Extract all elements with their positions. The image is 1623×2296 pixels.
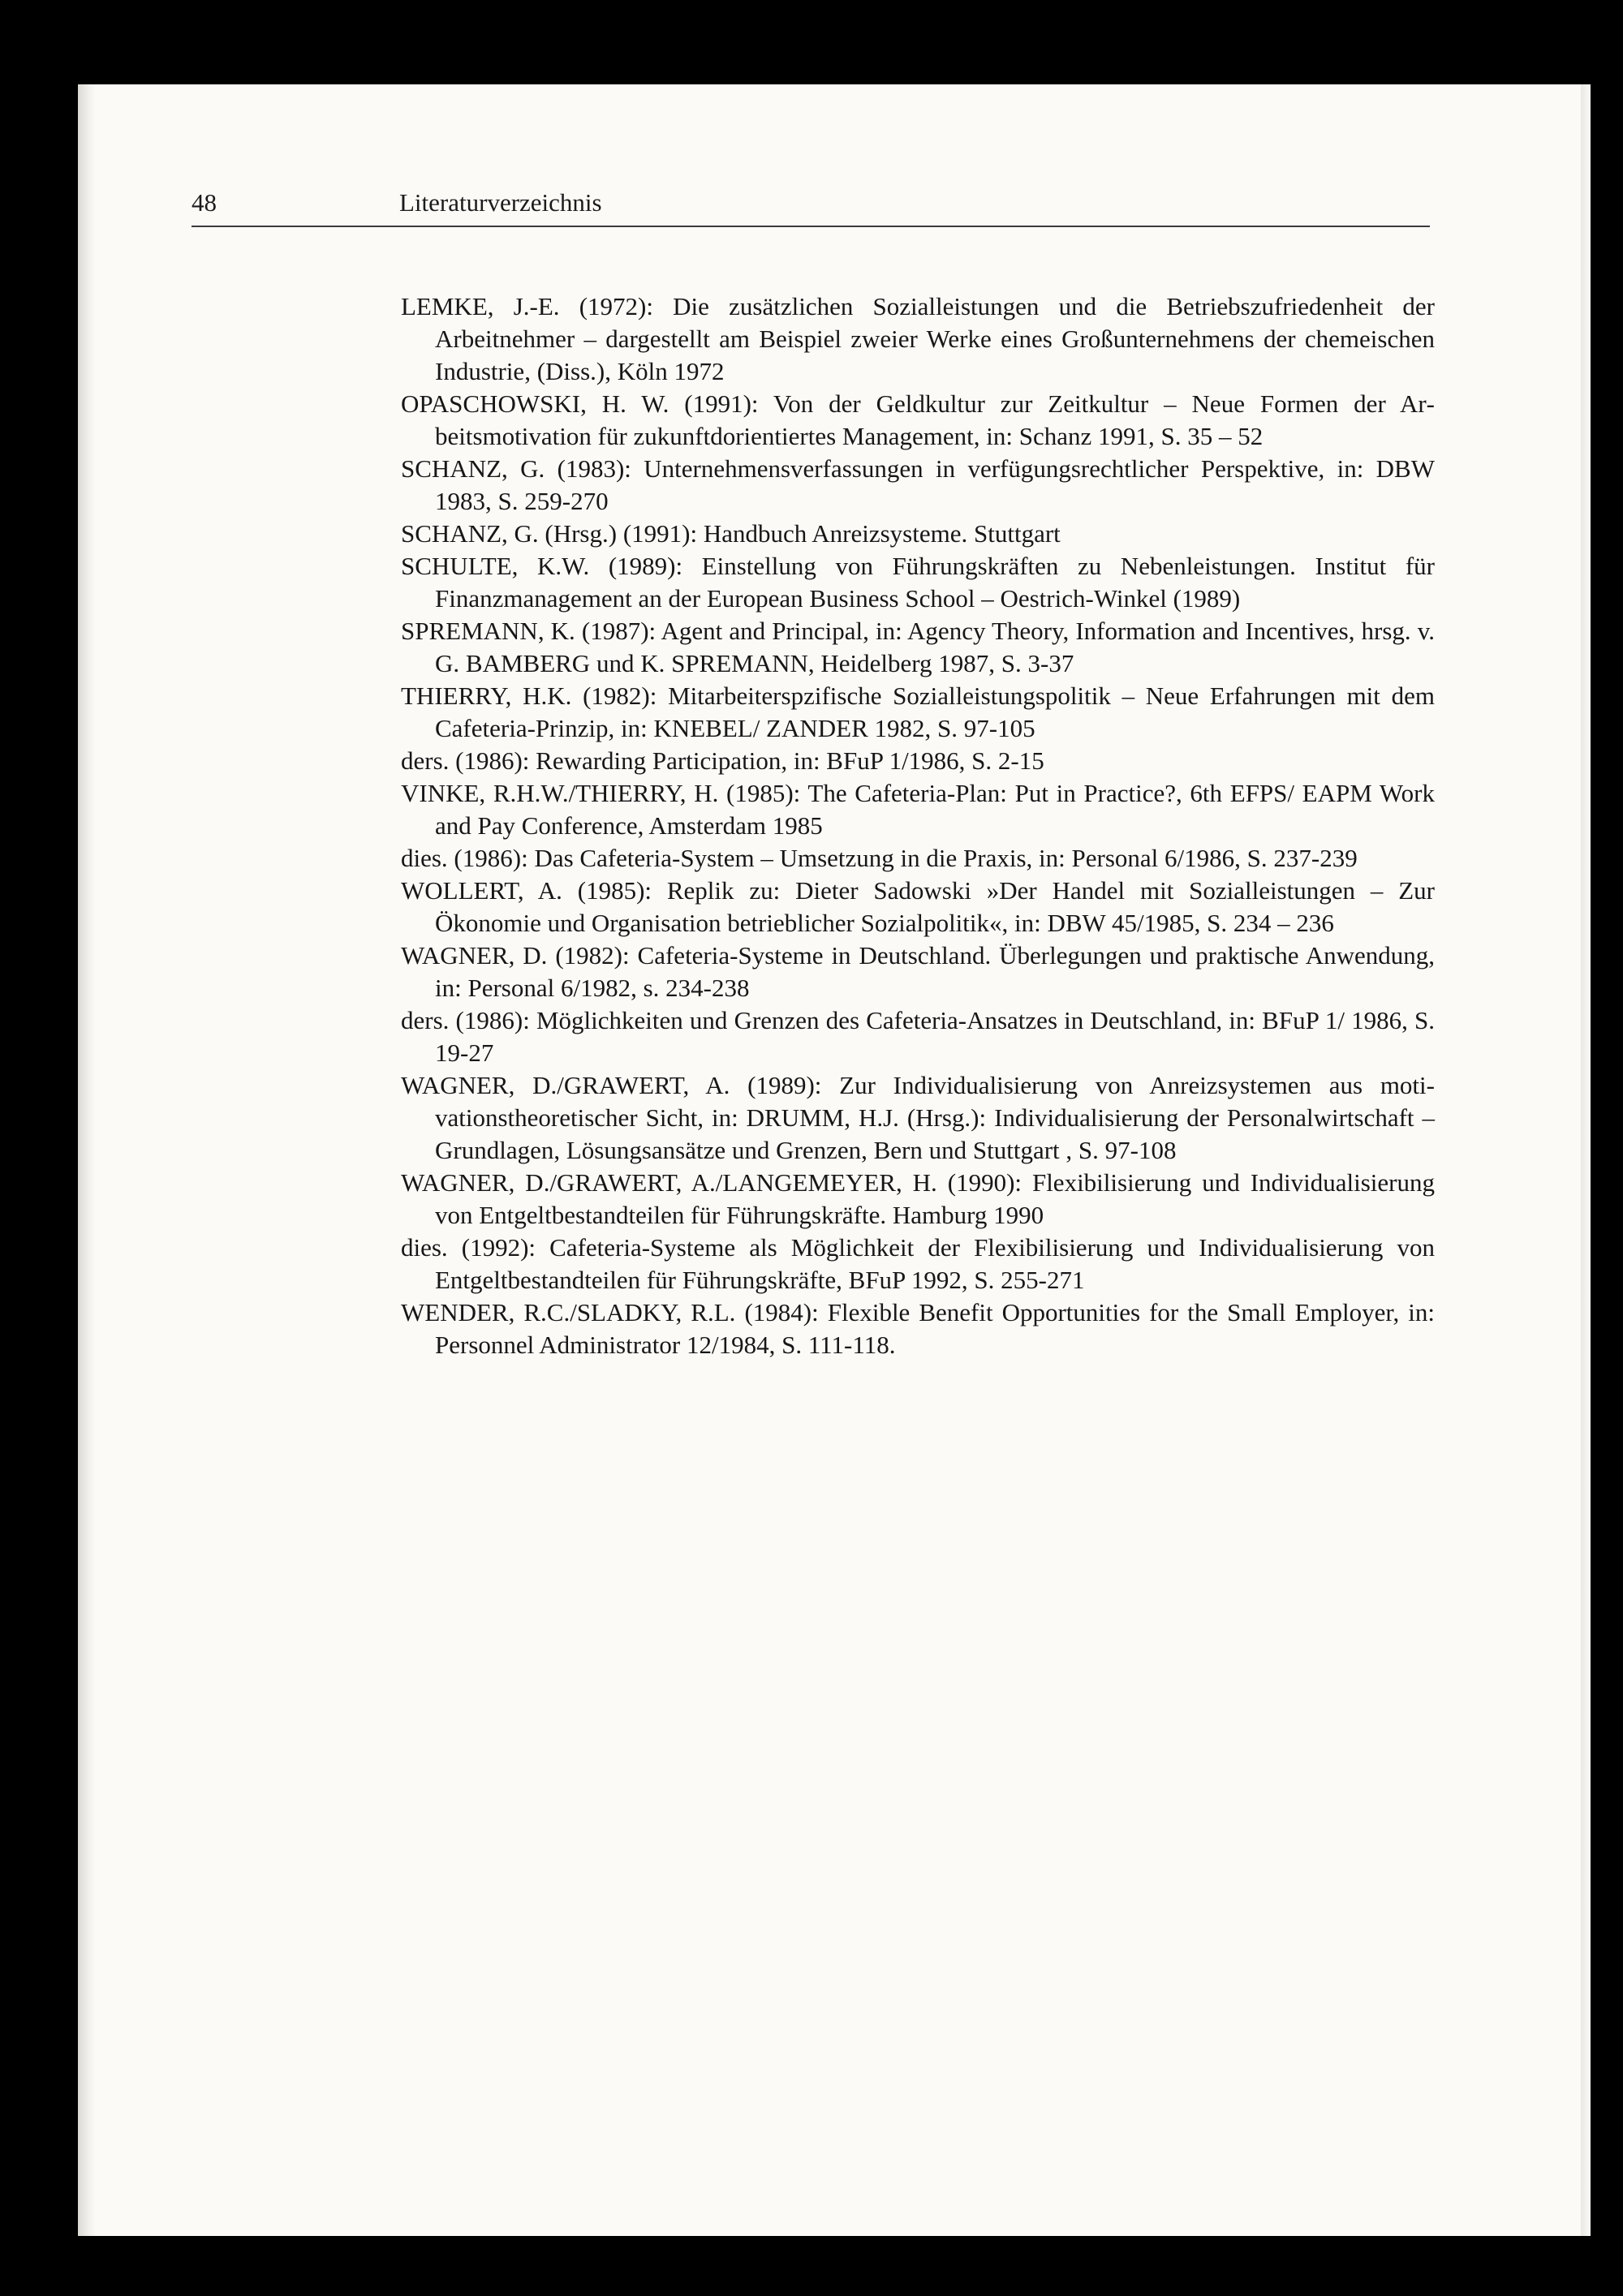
reference-entry: WENDER, R.C./SLADKY, R.L. (1984): Flexible Benefit Opportunities for the Small Employer, in: Personnel Administrator 12/1984, S. 111-118. (401, 1298, 1435, 1359)
reference-entry: SPREMANN, K. (1987): Agent and Principal, in: Agency Theory, Information and Incentives, hrsg. v. G. BAMBERG und K. SPREMANN, Heidelberg 1987, S. 3-37 (401, 617, 1435, 677)
reference-entry: ders. (1986): Rewarding Participation, in: BFuP 1/1986, S. 2-15 (401, 746, 1044, 775)
bibliography-list (401, 290, 1435, 1361)
reference-entry: dies. (1992): Cafeteria-Systeme als Möglichkeit der Flexibilisierung und Individualisierung von Entgeltbestandteilen für Führungskräfte, BFuP 1992, S. 255-271 (401, 1233, 1435, 1294)
reference-entry: SCHANZ, G. (1983): Unternehmensverfassungen in verfügungsrechtlicher Perspektive, in: DBW 1983, S. 259-270 (401, 454, 1435, 515)
reference-entry: WAGNER, D./GRAWERT, A./LANGEMEYER, H. (1990): Flexibilisierung und Individualisierung von Entgeltbestandteilen für Führungskräfte. Hamburg 1990 (401, 1168, 1435, 1229)
page-number: 48 (192, 188, 217, 217)
running-title: Literaturverzeichnis (399, 188, 602, 217)
reference-entry: OPASCHOWSKI, H. W. (1991): Von der Geldkultur zur Zeitkultur – Neue Formen der Arbeitsmotivation für zukunftdorientiertes Management, in: Schanz 1991, S. 35 – 52 (401, 389, 1435, 450)
reference-entry: SCHANZ, G. (Hrsg.) (1991): Handbuch Anreizsysteme. Stuttgart (401, 519, 1061, 548)
header-rule (192, 226, 1430, 227)
reference-entry: ders. (1986): Möglichkeiten und Grenzen des Cafeteria-Ansatzes in Deutschland, in: BFuP 1/ 1986, S. 19-27 (401, 1006, 1435, 1067)
reference-entry: dies. (1986): Das Cafeteria-System – Umsetzung in die Praxis, in: Personal 6/1986, S. 237-239 (401, 844, 1358, 872)
running-header (192, 183, 1430, 227)
reference-entry: WAGNER, D. (1982): Cafeteria-Systeme in Deutschland. Überlegungen und praktische Anwendung, in: Personal 6/1982, s. 234-238 (401, 941, 1435, 1002)
page-binding-shadow (78, 84, 96, 2236)
page-edge (1581, 84, 1591, 2236)
reference-entry: THIERRY, H.K. (1982): Mitarbeiterspzifische Sozialleistungspolitik – Neue Erfahrungen mit dem Cafeteria-Prinzip, in: KNEBEL/ ZANDER 1982, S. 97-105 (401, 681, 1435, 742)
reference-entry: WOLLERT, A. (1985): Replik zu: Dieter Sadowski »Der Handel mit Sozialleistungen – Zur Ökonomie und Organisation betrieblicher Sozialpolitik«, in: DBW 45/1985, S. 234 – 236 (401, 876, 1435, 937)
reference-entry: VINKE, R.H.W./THIERRY, H. (1985): The Cafeteria-Plan: Put in Practice?, 6th EFPS/ EAPM Work and Pay Conference, Amsterdam 1985 (401, 779, 1435, 840)
reference-entry: SCHULTE, K.W. (1989): Einstellung von Führungskräften zu Nebenleistungen. Institut für Finanzmanagement an der European Business School – Oestrich-Winkel (1989) (401, 552, 1435, 613)
reference-entry: WAGNER, D./GRAWERT, A. (1989): Zur Individualisierung von Anreizsystemen aus motivationstheoretischer Sicht, in: DRUMM, H.J. (Hrsg.): Individualisierung der Personalwirtschaft – Grundlagen, Lösungsansätze und Grenzen, Bern und Stuttgart , S. 97-108 (401, 1071, 1435, 1164)
reference-entry: LEMKE, J.-E. (1972): Die zusätzlichen Sozialleistungen und die Betriebszufriedenheit der Arbeitnehmer – dargestellt am Beispiel zweier Werke eines Großunternehmens der chemeischen Industrie, (Diss.), Köln 1972 (401, 292, 1435, 385)
